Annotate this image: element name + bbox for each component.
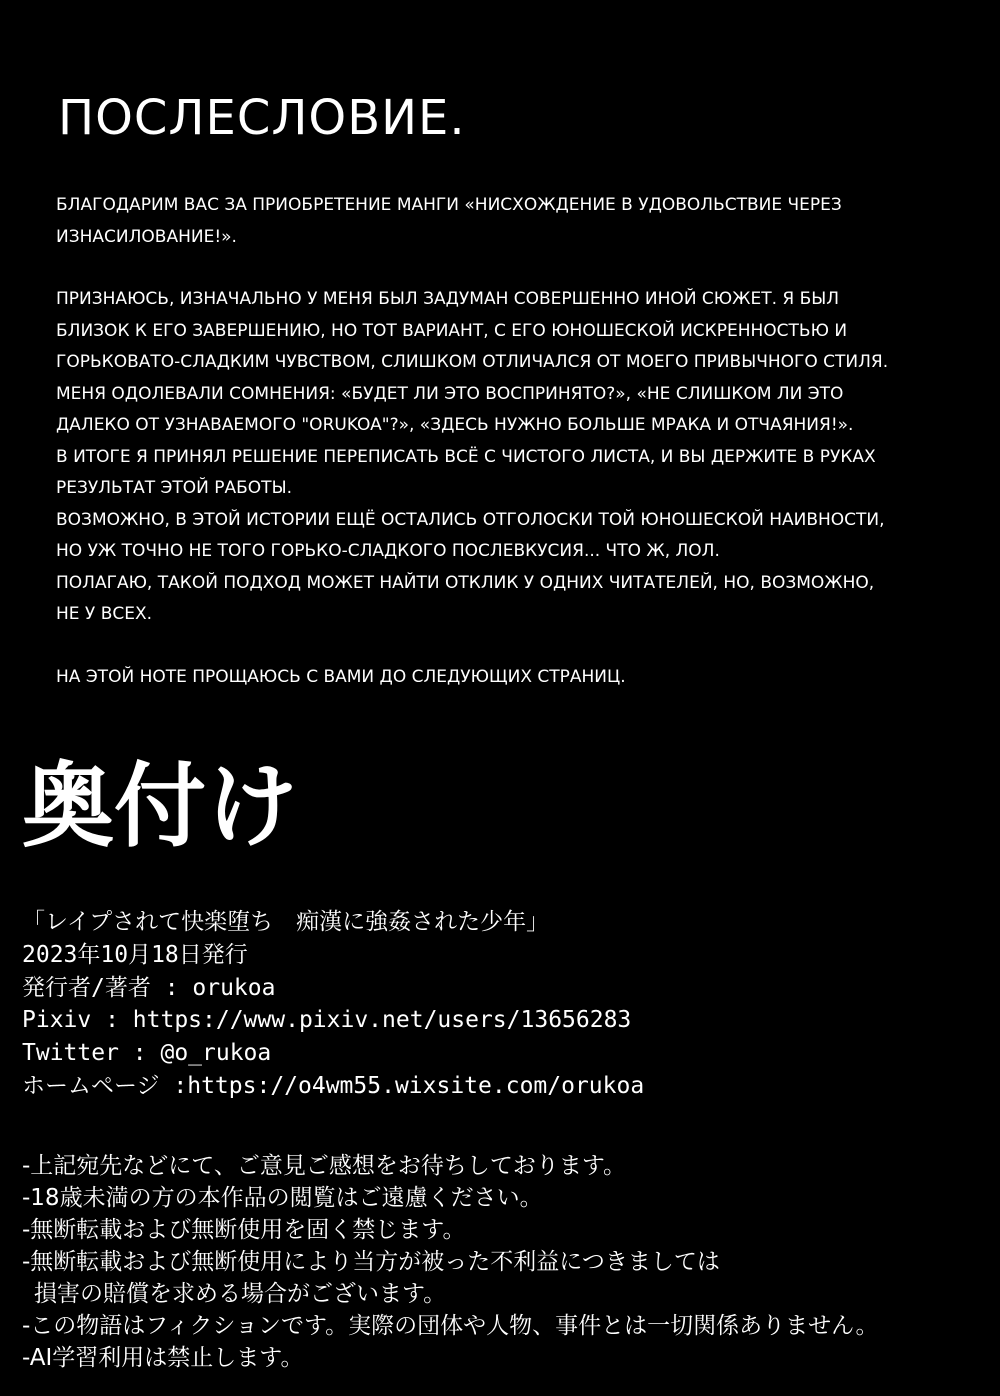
notice-item: -AI学習利用は禁止します。: [22, 1345, 304, 1371]
notice-item: 損害の賠償を求める場合がございます。: [34, 1281, 447, 1307]
afterword-line: ГОРЬКОВАТО-СЛАДКИМ ЧУВСТВОМ, СЛИШКОМ ОТЛИЧАЛСЯ ОТ МОЕГО ПРИВЫЧНОГО СТИЛЯ.: [56, 352, 889, 372]
notice-item: -無断転載および無断使用を固く禁じます。: [22, 1217, 466, 1243]
afterword-line: ПРИЗНАЮСЬ, ИЗНАЧАЛЬНО У МЕНЯ БЫЛ ЗАДУМАН СОВЕРШЕННО ИНОЙ СЮЖЕТ. Я БЫЛ: [56, 289, 840, 309]
afterword-title: ПОСЛЕСЛОВИЕ.: [58, 90, 466, 146]
afterword-line: ВОЗМОЖНО, В ЭТОЙ ИСТОРИИ ЕЩЁ ОСТАЛИСЬ ОТГОЛОСКИ ТОЙ ЮНОШЕСКОЙ НАИВНОСТИ,: [56, 509, 885, 530]
colophon-info: [22, 906, 644, 1103]
notice-item: -上記宛先などにて、ご意見ご感想をお待ちしております。: [22, 1153, 626, 1179]
afterword-line: РЕЗУЛЬТАТ ЭТОЙ РАБОТЫ.: [56, 478, 292, 498]
notices: [22, 1150, 879, 1374]
afterword-line: В ИТОГЕ Я ПРИНЯЛ РЕШЕНИЕ ПЕРЕПИСАТЬ ВСЁ С ЧИСТОГО ЛИСТА, И ВЫ ДЕРЖИТЕ В РУКАХ: [56, 446, 876, 467]
afterword-line: МЕНЯ ОДОЛЕВАЛИ СОМНЕНИЯ: «БУДЕТ ЛИ ЭТО ВОСПРИНЯТО?», «НЕ СЛИШКОМ ЛИ ЭТО: [56, 383, 844, 404]
homepage-link[interactable]: ホームページ :https://o4wm55.wixsite.com/orukoa: [22, 1072, 645, 1099]
notice-item: -18歳未満の方の本作品の閲覧はご遠慮ください。: [22, 1185, 543, 1211]
afterword-line: ДАЛЕКО ОТ УЗНАВАЕМОГО "ORUKOA"?», «ЗДЕСЬ НУЖНО БОЛЬШЕ МРАКА И ОТЧАЯНИЯ!».: [56, 415, 854, 435]
afterword-line: ИЗНАСИЛОВАНИЕ!».: [56, 226, 237, 247]
twitter-link[interactable]: Twitter : @o_rukoa: [22, 1040, 272, 1067]
book-title: 「レイプされて快楽堕ち 痴漢に強姦された少年」: [22, 909, 550, 935]
afterword-line: ПОЛАГАЮ, ТАКОЙ ПОДХОД МОЖЕТ НАЙТИ ОТКЛИК У ОДНИХ ЧИТАТЕЛЕЙ, НО, ВОЗМОЖНО,: [56, 572, 875, 593]
afterword-line: БЛАГОДАРИМ ВАС ЗА ПРИОБРЕТЕНИЕ МАНГИ «НИСХОЖДЕНИЕ В УДОВОЛЬСТВИЕ ЧЕРЕЗ: [56, 195, 842, 215]
pixiv-link[interactable]: Pixiv : https://www.pixiv.net/users/13656283: [22, 1007, 632, 1034]
afterword-line: НА ЭТОЙ НОТЕ ПРОЩАЮСЬ С ВАМИ ДО СЛЕДУЮЩИХ СТРАНИЦ.: [56, 666, 626, 687]
notice-item: -この物語はフィクションです。実際の団体や人物、事件とは一切関係ありません。: [22, 1313, 879, 1339]
author-line: 発行者/著者 : orukoa: [22, 974, 276, 1001]
publication-date: 2023年10月18日発行: [22, 941, 248, 968]
colophon-heading: 奥付け: [22, 753, 299, 860]
afterword-line: НЕ У ВСЕХ.: [56, 604, 153, 624]
afterword-line: НО УЖ ТОЧНО НЕ ТОГО ГОРЬКО-СЛАДКОГО ПОСЛЕВКУСИЯ... ЧТО Ж, ЛОЛ.: [56, 541, 720, 561]
afterword-line: БЛИЗОК К ЕГО ЗАВЕРШЕНИЮ, НО ТОТ ВАРИАНТ, С ЕГО ЮНОШЕСКОЙ ИСКРЕННОСТЬЮ И: [56, 320, 848, 341]
notice-item: -無断転載および無断使用により当方が被った不利益につきましては: [22, 1249, 720, 1275]
afterword-body: [56, 190, 956, 693]
